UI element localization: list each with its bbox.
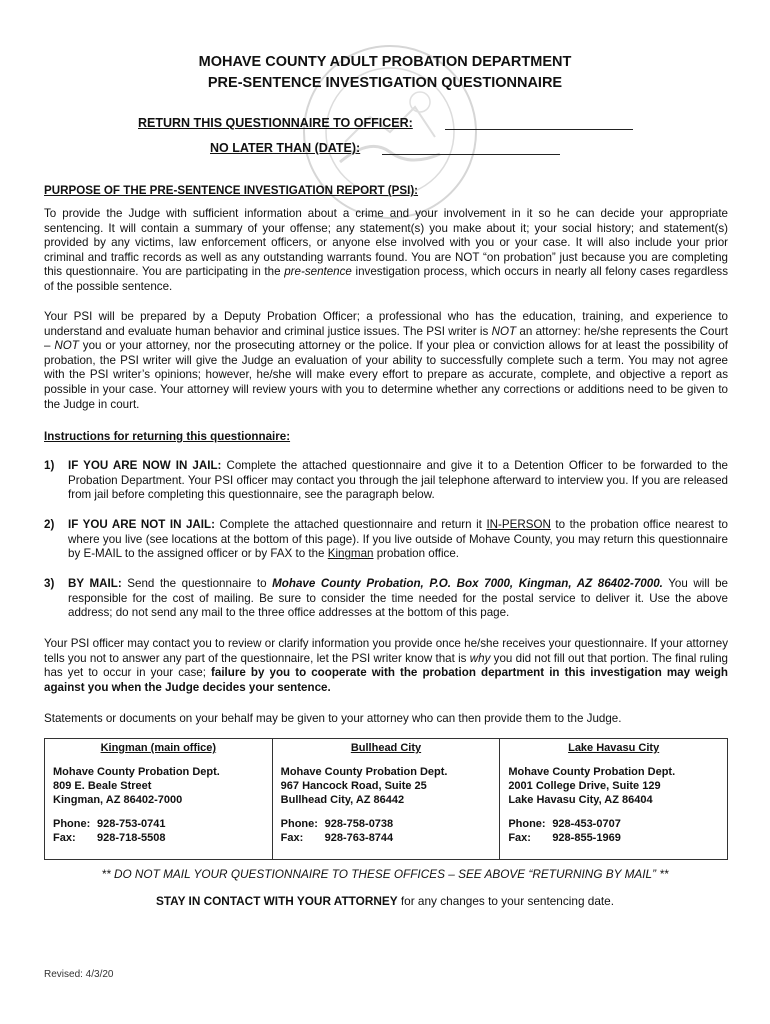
fax-label: Fax:: [508, 832, 531, 844]
fax-number: 928-855-1969: [552, 832, 621, 844]
office-line: Mohave County Probation Dept.: [280, 766, 448, 778]
office-name: Lake Havasu City: [568, 742, 660, 754]
office-lake-havasu-city: [500, 739, 728, 860]
document-subtitle: PRE-SENTENCE INVESTIGATION QUESTIONNAIRE: [207, 75, 563, 91]
purpose-heading: PURPOSE OF THE PRE-SENTENCE INVESTIGATION REPORT (PSI):: [44, 184, 419, 197]
deadline-date-field[interactable]: [382, 154, 560, 155]
office-line: Mohave County Probation Dept.: [508, 766, 676, 778]
deadline-date-label: NO LATER THAN (DATE):: [210, 141, 361, 155]
instruction-number: 1): [44, 459, 55, 472]
stay-in-contact-note: STAY IN CONTACT WITH YOUR ATTORNEY for any changes to your sentencing date.: [155, 894, 615, 908]
phone-label: Phone:: [53, 818, 91, 830]
return-officer-label: RETURN THIS QUESTIONNAIRE TO OFFICER:: [138, 116, 413, 130]
phone-number: 928-758-0738: [324, 818, 394, 830]
fax-number: 928-718-5508: [97, 832, 166, 844]
purpose-paragraph-1: To provide the Judge with sufficient information about a crime and your involvement in it so he can decide your appropriate sentencing. It will contain a summary of your offense; any statement(s) you make about it; your social history; and statement(s) provided by any victims, law enforcement officers, or anyone else involved with you or your case. It will also include your prior criminal and traffic records as well as any outstanding warrants found. You are NOT “on probation” just because you are completing this questionnaire. You are participating in the pre-sentence investigation process, which occurs in nearly all felony cases regardless of the possible sentence.: [44, 207, 728, 293]
office-line: Bullhead City, AZ 86442: [280, 794, 405, 806]
office-kingman: [45, 739, 273, 860]
revision-date: Revised: 4/3/20: [44, 969, 114, 980]
office-line: Kingman, AZ 86402-7000: [53, 794, 183, 806]
office-line: 809 E. Beale Street: [53, 780, 152, 792]
document-title: MOHAVE COUNTY ADULT PROBATION DEPARTMENT: [198, 54, 572, 70]
fax-number: 928-763-8744: [324, 832, 394, 844]
office-name: Kingman (main office): [100, 742, 217, 754]
statements-note: Statements or documents on your behalf may be given to your attorney who can then provide them to the Judge.: [44, 712, 622, 725]
office-line: 2001 College Drive, Suite 129: [508, 780, 661, 792]
fax-label: Fax:: [280, 832, 304, 844]
phone-number: 928-453-0707: [552, 818, 621, 830]
office-line: 967 Hancock Road, Suite 25: [280, 780, 427, 792]
instructions-heading: Instructions for returning this questionnaire:: [44, 430, 291, 443]
instruction-jail: IF YOU ARE NOW IN JAIL: Complete the attached questionnaire and give it to a Detention Officer to be forwarded to the Probation Department. Your PSI officer may contact you through the jail telephone afterward to interview you. If you are released from jail before completing this questionnaire, see the paragraph below.: [68, 459, 728, 502]
office-line: Lake Havasu City, AZ 86404: [508, 794, 653, 806]
phone-label: Phone:: [280, 818, 318, 830]
office-line: Mohave County Probation Dept.: [53, 766, 220, 778]
mail-warning: ** DO NOT MAIL YOUR QUESTIONNAIRE TO THESE OFFICES – SEE ABOVE “RETURNING BY MAIL” **: [101, 867, 669, 881]
instruction-number: 3): [44, 577, 55, 590]
phone-number: 928-753-0741: [97, 818, 166, 830]
instruction-by-mail: BY MAIL: Send the questionnaire to Mohave County Probation, P.O. Box 7000, Kingman, AZ 86402-7000. You will be responsible for the cost of mailing. Be sure to consider the time needed for the postal service to deliver it. Use the above address; do not send any mail to the three office addresses at the bottom of this page.: [68, 577, 729, 620]
instruction-not-jail: IF YOU ARE NOT IN JAIL: Complete the attached questionnaire and return it IN-PERSON to the probation office nearest to where you live (see locations at the bottom of this page). If you live outside of Mohave County, you may return this questionnaire by E-MAIL to the assigned officer or by FAX to the Kingman probation office.: [68, 518, 728, 561]
phone-label: Phone:: [508, 818, 546, 830]
fax-label: Fax:: [53, 832, 76, 844]
purpose-paragraph-2: Your PSI will be prepared by a Deputy Probation Officer; a professional who has the education, training, and experience to understand and evaluate human behavior and criminal justice issues. The PSI writer is NOT an attorney: he/she represents the Court – NOT you or your attorney, nor the prosecuting attorney or the police. If your plea or conviction allows for at least the possibility of probation, the PSI writer will give the Judge an evaluation of your ability to successfully complete such a term. You may not agree with the PSI writer’s opinions; however, he/she will make every effort to prepare as accurate, complete, and objective a report as possible in your case. Your attorney will review yours with you to determine whether any corrections or additions need to be given to the Judge in court.: [44, 310, 729, 411]
instruction-number: 2): [44, 518, 55, 531]
contact-paragraph: Your PSI officer may contact you to review or clarify information you provide once he/she receives your questionnaire. If your attorney tells you not to answer any part of the questionnaire, let the PSI writer know that is why you did not fill out that portion. The final ruling has yet to occur in your case; failure by you to cooperate with the probation department in this investigation may weigh against you when the Judge decides your sentence.: [44, 637, 728, 694]
return-officer-field[interactable]: [445, 129, 633, 130]
office-name: Bullhead City: [350, 742, 422, 754]
office-locations-table: [44, 738, 728, 860]
office-bullhead-city: [272, 739, 500, 860]
